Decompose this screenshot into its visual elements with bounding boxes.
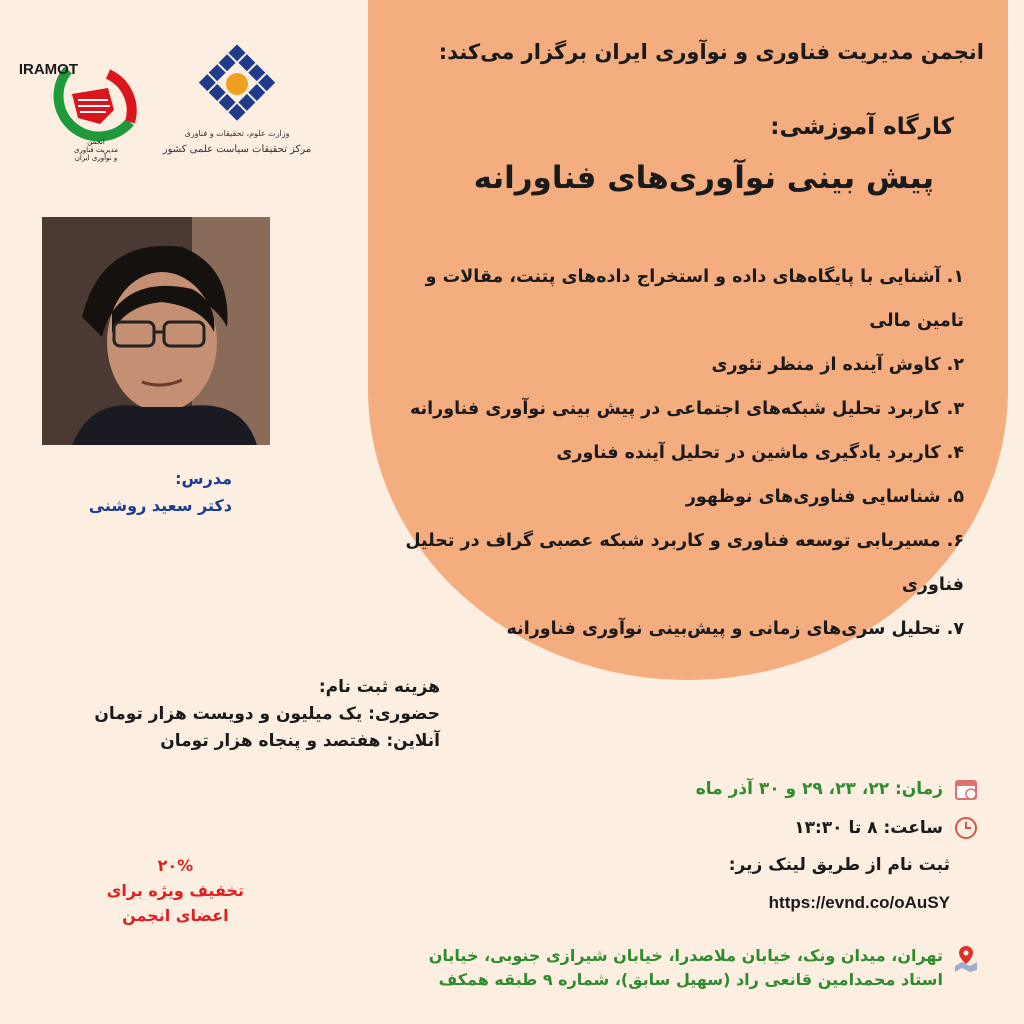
topics-list	[379, 255, 964, 651]
nrisp-caption-1: وزارت علوم، تحقیقات و فناوری	[184, 129, 290, 138]
address-row	[419, 944, 979, 992]
clock-icon	[953, 815, 979, 841]
schedule-date-row	[696, 776, 979, 802]
schedule-time: ساعت: ۸ تا ۱۳:۳۰	[794, 818, 943, 838]
iramot-wordmark: IRAMOT	[18, 61, 78, 78]
discount-line-1: تخفیف ویژه برای	[106, 881, 244, 900]
topic-item: ۴. کاربرد یادگیری ماشین در تحلیل آینده فناوری	[556, 443, 964, 463]
instructor-photo	[42, 217, 270, 445]
organizer-header: انجمن مدیریت فناوری و نوآوری ایران برگزار می‌کند:	[438, 40, 984, 64]
fee-online: آنلاین: هفتصد و پنجاه هزار تومان	[160, 731, 440, 751]
fee-in-person: حضوری: یک میلیون و دویست هزار تومان	[94, 704, 440, 724]
topic-item: ۳. کاربرد تحلیل شبکه‌های اجتماعی در پیش بینی نوآوری فناورانه	[409, 399, 964, 419]
topic-item: ۲. کاوش آینده از منظر تئوری	[711, 355, 964, 375]
member-discount	[107, 853, 244, 928]
workshop-label: کارگاه آموزشی:	[770, 114, 954, 140]
calendar-icon	[953, 776, 979, 802]
topic-item: ۱. آشنایی با پایگاه‌های داده و استخراج داده‌های پتنت، مقالات و تامین مالی	[425, 267, 964, 331]
workshop-title: پیش بینی نوآوری‌های فناورانه	[473, 160, 934, 196]
schedule-date: زمان: ۲۲، ۲۳، ۲۹ و ۳۰ آذر ماه	[695, 779, 943, 799]
location-pin-icon	[953, 944, 979, 970]
discount-line-2: اعضای انجمن	[122, 906, 229, 925]
registration-label: ثبت نام از طریق لینک زیر:	[728, 855, 950, 875]
topic-item: ۶. مسیریابی توسعه فناوری و کاربرد شبکه عصبی گراف در تحلیل فناوری	[405, 531, 964, 595]
iramot-caption-2: مدیریت فناوری	[73, 146, 119, 154]
iramot-caption-3: و نوآوری ایران	[74, 154, 118, 162]
fees-title: هزینه ثبت نام:	[318, 677, 440, 697]
teacher-label: مدرس:	[175, 469, 232, 488]
nrisp-caption-2: مرکز تحقیقات سیاست علمی کشور	[162, 144, 312, 155]
iramot-logo	[18, 52, 158, 162]
topic-item: ۷. تحلیل سری‌های زمانی و پیش‌بینی نوآوری فناورانه	[506, 619, 964, 639]
fees-block	[94, 674, 440, 755]
nrisp-logo	[162, 44, 312, 164]
teacher-name: دکتر سعید روشنی	[88, 496, 232, 515]
topic-item: ۵. شناسایی فناوری‌های نوظهور	[685, 487, 964, 507]
discount-percent: ۲۰%	[157, 856, 194, 875]
registration-link[interactable]: https://evnd.co/oAuSY	[768, 893, 950, 912]
schedule-time-row	[794, 815, 979, 841]
address-text: تهران، میدان ونک، خیابان ملاصدرا، خیابان شیرازی جنوبی، خیابان استاد محمدامین قانعی راد (سهیل سابق)، شماره ۹ طبقه همکف	[428, 946, 943, 989]
teacher-block	[89, 465, 232, 519]
iramot-caption-1: انجمن	[87, 138, 105, 146]
